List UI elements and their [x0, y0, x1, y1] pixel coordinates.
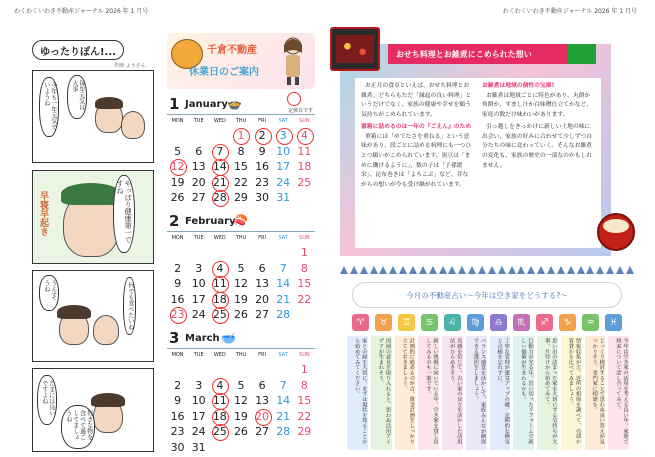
calendar-day: 19	[233, 292, 248, 306]
calendar-day: 24	[191, 425, 206, 438]
triangle-decoration	[517, 266, 525, 274]
weekday-label: SAT	[278, 235, 288, 241]
triangle-decoration	[616, 266, 624, 274]
triangle-decoration	[586, 266, 594, 274]
calendar-day	[252, 440, 273, 456]
article-body	[355, 78, 601, 248]
manga-panel-4	[32, 368, 154, 452]
article-paragraph: 引っ越しをきっかけに新しい土地の味に出会い、家族の好みに合わせて少しずつ自分たちの味に変わっていく。そんなお雑煮の変化も、家族の歴史の一部なのかもしれません。	[482, 124, 593, 169]
calendar-day	[209, 440, 230, 456]
osechi-box-icon	[330, 27, 380, 71]
month-number: 3	[169, 329, 180, 347]
calendar-day: 5	[237, 378, 245, 392]
calendar-day: 13	[255, 394, 270, 407]
calendar-day: 24	[276, 175, 291, 189]
calendar-day	[294, 190, 315, 206]
calendar-day: 1	[230, 128, 251, 144]
article-title: おせち料理とお雑煮にこめられた想い	[388, 44, 568, 64]
fortune-text: じっくり検討することで思わぬ良い答えが見つかりそう。専門家に相談を。	[585, 336, 606, 450]
calendar-day: 14	[276, 277, 291, 290]
weekday-label: MON	[171, 118, 184, 124]
holiday-legend: 定休日です	[287, 108, 313, 114]
calendar-day: 6	[258, 378, 266, 392]
weekday-label: SAT	[278, 118, 288, 124]
month-divider	[167, 348, 315, 349]
calendar-day: 11	[209, 393, 230, 409]
zodiac-2-icon: ♉	[375, 314, 392, 331]
fortune-text: 今年は空き家の活用を考える良い年。家族で将来について話し合ってみて。	[608, 336, 629, 450]
fortune-columns	[347, 336, 629, 450]
calendar-day: 22	[233, 175, 248, 189]
triangle-decoration	[557, 266, 565, 274]
calendar-day: 18	[209, 292, 230, 308]
calendar-day: 13	[255, 277, 270, 290]
article-column-2	[482, 82, 595, 244]
calendar-day: 30	[170, 440, 185, 454]
calendar-day: 5	[237, 261, 245, 275]
triangle-decoration	[360, 266, 368, 274]
calendar-day: 28	[276, 308, 291, 321]
manga-panel-1	[32, 70, 154, 163]
triangle-decoration	[468, 266, 476, 274]
character-hair	[95, 97, 123, 109]
speech-bubble: 何でも食べたいね	[123, 277, 136, 335]
fortune-text: バランス感覚を活かして、家族みんなが納得できる選択をしましょう。	[466, 336, 487, 450]
calendar-day: 7	[279, 261, 287, 275]
weekday-label: SUN	[299, 235, 310, 241]
character-figure	[93, 315, 119, 345]
fortune-text: 周囲の意見を取り入れると、思わぬ活用アイデアが生まれそう。	[371, 336, 392, 450]
calendar-day	[167, 128, 188, 144]
zodiac-11-icon: ♒	[582, 314, 599, 331]
calendar-day: 16	[170, 292, 185, 306]
triangle-decoration	[370, 266, 378, 274]
weekday-label: WED	[213, 352, 226, 358]
triangle-decoration	[596, 266, 604, 274]
speech-bubble: 毎年元気は大事	[67, 75, 87, 119]
triangle-decoration	[379, 266, 387, 274]
zodiac-3-icon: ♊	[398, 314, 415, 331]
triangle-decoration	[547, 266, 555, 274]
calendar-day: 13	[191, 160, 206, 173]
triangle-decoration	[458, 266, 466, 274]
calendar-day: 23	[170, 425, 185, 438]
triangle-decoration	[340, 266, 348, 274]
article-column-1	[361, 82, 474, 244]
calendar-day: 14	[276, 394, 291, 407]
calendar-day: 17	[191, 292, 206, 306]
calendar-day: 26	[233, 425, 248, 438]
calendar-day	[209, 362, 230, 378]
triangle-decoration	[508, 266, 516, 274]
panel-caption: 早寝早起き	[38, 191, 48, 236]
fortune-text: 行動力が光る年。思い切ったリフォームで新しい価値が生まれるかも。	[513, 336, 534, 450]
character-hair	[91, 393, 125, 407]
month-header-february	[167, 212, 315, 230]
triangle-decoration	[429, 266, 437, 274]
triangle-decoration	[399, 266, 407, 274]
calendar-day: 12	[167, 159, 188, 175]
calendar-day: 9	[258, 144, 266, 158]
weekday-label: THU	[235, 235, 247, 241]
calendar-day: 1	[300, 246, 308, 259]
weekday-label: WED	[213, 118, 226, 124]
article-accent	[568, 44, 596, 64]
calendar-day	[209, 128, 230, 144]
calendar-day	[230, 245, 251, 261]
zodiac-6-icon: ♍	[467, 314, 484, 331]
calendar-day: 16	[170, 409, 185, 423]
fortune-text: 計画的に進めるのが吉。資金計画をしっかり立てておきましょう。	[395, 336, 416, 450]
character-hair	[57, 305, 91, 319]
bowl-icon: 🥣	[221, 331, 236, 345]
calendar-day	[167, 245, 188, 261]
calendar-banner	[167, 33, 315, 89]
calendar-day: 19	[233, 409, 248, 423]
manga-title: ゆったりぽん!...	[32, 40, 124, 60]
calendar-day: 29	[297, 425, 312, 438]
triangle-decoration	[577, 266, 585, 274]
month-name: February	[185, 216, 236, 227]
date-grid	[167, 245, 315, 323]
triangle-decoration	[567, 266, 575, 274]
journal-header-left: わくわくいわき不動産ジャーナル 2026 年 1 月号	[14, 8, 149, 15]
weekday-label: THU	[235, 352, 247, 358]
triangle-decoration	[488, 266, 496, 274]
calendar-day: 11	[209, 276, 230, 292]
calendar-day: 4	[294, 128, 315, 144]
calendar-day: 10	[191, 277, 206, 290]
calendar-day: 23	[255, 175, 270, 189]
calendar-day	[294, 307, 315, 323]
triangle-decoration	[448, 266, 456, 274]
weekday-header	[167, 352, 315, 360]
article-paragraph: お雑煮は地域ごとに特色があり、丸餅か角餅か、すまし汁か白味噌仕立てかなど、家庭の数だけ味わいがあります。	[482, 92, 593, 118]
calendar-day: 8	[237, 144, 245, 158]
month-divider	[167, 114, 315, 115]
triangle-decoration	[409, 266, 417, 274]
fortune-text: 新しい挑戦に向いている年。空き家を貸し出してみるのも一案です。	[418, 336, 439, 450]
calendar-day	[273, 440, 294, 456]
fortune-text: 直感を信じて。古い家の良さを活かした活用法がひらめきそう。	[442, 336, 463, 450]
holiday-circle-icon	[287, 92, 301, 106]
speech-bubble: 今年も一年元気でいようね	[39, 77, 59, 137]
calendar-day	[209, 245, 230, 261]
calendar-day: 5	[174, 144, 182, 158]
calendar-day: 20	[191, 175, 206, 189]
manga-author: 作画 ようさん	[114, 63, 146, 69]
calendar-day: 25	[209, 307, 230, 323]
weekday-label: THU	[235, 118, 247, 124]
calendar-day: 22	[297, 409, 312, 423]
calendar-day: 30	[255, 191, 270, 204]
month-number: 2	[169, 212, 180, 230]
calendar-day: 2	[174, 378, 182, 392]
month-divider	[167, 231, 315, 232]
fortune-text: 丁寧な管理が運気アップの鍵。定期的な換気と点検を忘れずに。	[490, 336, 511, 450]
calendar-day	[273, 362, 294, 378]
weekday-header	[167, 235, 315, 243]
calendar-day: 23	[167, 307, 188, 323]
month-name: March	[185, 333, 220, 344]
manga-panel-3	[32, 270, 154, 362]
calendar-day	[230, 440, 251, 456]
character-hair	[61, 183, 121, 205]
calendar-day: 3	[195, 261, 203, 275]
calendar-day: 2	[252, 128, 273, 144]
calendar-day: 10	[191, 394, 206, 407]
calendar-day: 1	[300, 363, 308, 376]
weekday-label: FRI	[258, 235, 266, 241]
manga-panel-2	[32, 170, 154, 264]
article-subheading: お雑煮は地域の個性の宝庫!	[482, 83, 555, 89]
triangle-decoration	[389, 266, 397, 274]
calendar-day: 21	[276, 292, 291, 306]
weekday-header	[167, 118, 315, 126]
calendar-day: 8	[300, 261, 308, 275]
speech-bubble: 好きな物を食べて過ごしてましょうね	[61, 405, 95, 449]
calendar-day: 31	[191, 440, 206, 454]
calendar-day: 20	[255, 292, 270, 306]
article-paragraph: 重箱には「めでたさを重ねる」という意味があり、段ごとに詰める料理にも一つひとつ願いがこめられています。黒豆は「まめに働けるように」、数の子は「子孫繁栄」、昆布巻きは「よろこぶ」など、昔ながらの想いが今も受け継がれています。	[361, 133, 472, 188]
calendar-day: 17	[276, 160, 291, 173]
staff-girl-icon	[279, 35, 307, 85]
fortune-title: 今月の不動産占い〜今年は空き家をどうする?〜	[352, 282, 622, 308]
weekday-label: TUE	[193, 118, 204, 124]
zodiac-1-icon: ♈	[352, 314, 369, 331]
calendar-day	[252, 245, 273, 261]
calendar-day: 25	[209, 424, 230, 440]
calendar-day: 6	[258, 261, 266, 275]
calendar-day: 15	[233, 160, 248, 173]
weekday-label: SUN	[299, 118, 310, 124]
calendar-day: 6	[195, 144, 203, 158]
fortune-text: 情報収集が吉。近所の相場を調べて、売却か賃貸かを比べてみましょう。	[561, 336, 582, 450]
calendar-day: 2	[174, 261, 182, 275]
zodiac-8-icon: ♏	[513, 314, 530, 331]
speech-bubble: やっぱり健康第一ですね	[113, 175, 135, 253]
date-grid	[167, 362, 315, 455]
month-name: January	[185, 99, 228, 110]
zodiac-9-icon: ♐	[536, 314, 553, 331]
triangle-decoration	[439, 266, 447, 274]
weekday-label: TUE	[193, 352, 204, 358]
calendar-day	[273, 245, 294, 261]
month-number: 1	[169, 95, 180, 113]
ozoni-bowl-icon: 🍲	[227, 97, 242, 111]
speech-bubble: たまには良いですよね	[37, 375, 57, 425]
calendar-day: 29	[233, 191, 248, 204]
calendar-day: 21	[276, 409, 291, 423]
month-header-january	[167, 95, 315, 113]
triangle-decoration	[350, 266, 358, 274]
zodiac-12-icon: ♓	[605, 314, 622, 331]
calendar-day: 27	[255, 425, 270, 438]
manga-section	[32, 40, 154, 452]
article-subheading: 重箱に詰めるのは一年の『ごえん』のため	[361, 124, 472, 131]
calendar-day: 11	[297, 144, 312, 158]
zodiac-7-icon: ♎	[490, 314, 507, 331]
weekday-label: SUN	[299, 352, 310, 358]
calendar-day: 25	[297, 175, 312, 189]
calendar-day	[188, 128, 209, 144]
calendar-day: 24	[191, 308, 206, 321]
banner-subtitle: 休業日のご案内	[189, 67, 259, 78]
calendar-day: 14	[209, 159, 230, 175]
calendar-day: 28	[209, 190, 230, 206]
calendar-day	[230, 362, 251, 378]
calendar-day: 17	[191, 409, 206, 423]
calendar-day: 10	[276, 144, 291, 158]
weekday-label: MON	[171, 235, 184, 241]
calendar-day: 19	[170, 175, 185, 189]
zodiac-10-icon: ♑	[559, 314, 576, 331]
weekday-label: SAT	[278, 352, 288, 358]
month-header-march	[167, 329, 315, 347]
calendar-day: 7	[279, 378, 287, 392]
zodiac-4-icon: ♋	[421, 314, 438, 331]
triangle-decoration	[419, 266, 427, 274]
calendar-day: 3	[273, 128, 294, 144]
character-figure	[121, 111, 145, 139]
calendar-day: 20	[252, 409, 273, 425]
triangle-border	[340, 266, 634, 276]
calendar-day	[294, 440, 315, 456]
calendar-day	[188, 245, 209, 261]
calendar-day: 7	[209, 144, 230, 160]
calendar-day: 4	[209, 378, 230, 394]
calendar-day: 15	[297, 394, 312, 407]
triangle-decoration	[498, 266, 506, 274]
triangle-decoration	[626, 266, 634, 274]
triangle-decoration	[478, 266, 486, 274]
date-grid	[167, 128, 315, 206]
calendar-day: 9	[174, 394, 182, 407]
calendar-day: 15	[297, 277, 312, 290]
weekday-label: MON	[171, 352, 184, 358]
ozoni-bowl-icon	[597, 213, 635, 251]
calendar-day: 9	[174, 277, 182, 290]
calendar-day: 3	[195, 378, 203, 392]
calendar-day: 26	[170, 191, 185, 204]
calendar-day	[167, 362, 188, 378]
weekday-label: FRI	[258, 118, 266, 124]
speech-bubble: うん!そうね	[39, 275, 59, 311]
fortune-text: 思い出の詰まった家を大切にする気持ちが大事。片付けから始めてみて。	[537, 336, 558, 450]
calendar-day: 18	[297, 160, 312, 173]
calendar-day: 12	[233, 277, 248, 290]
calendar-day: 27	[191, 191, 206, 204]
weekday-label: FRI	[258, 352, 266, 358]
weekday-label: WED	[213, 235, 226, 241]
calendar-day: 21	[209, 175, 230, 191]
fortune-text: 家との縁を大切に。まずは現状を知ることから始めてみてください。	[347, 336, 368, 450]
calendar-day	[252, 362, 273, 378]
calendar-day: 22	[297, 292, 312, 306]
calendar-day	[188, 362, 209, 378]
ehomaki-icon: 🍣	[233, 214, 248, 228]
calendar-day: 8	[300, 378, 308, 392]
calendar-day: 4	[209, 261, 230, 277]
journal-header-right: わくわくいわき不動産ジャーナル 2026 年 1 月号	[502, 8, 637, 15]
triangle-decoration	[606, 266, 614, 274]
zodiac-icons	[352, 314, 622, 331]
calendar-day: 12	[233, 394, 248, 407]
weekday-label: TUE	[193, 235, 204, 241]
article-paragraph: お正月の食卓といえば、おせち料理とお雑煮。どちらもただ「縁起の良い料理」というだけでなく、家族の健康や幸せを願う気持ちがこめられています。	[361, 83, 472, 118]
calendar-day: 31	[276, 191, 291, 204]
calendar-day: 28	[276, 425, 291, 438]
calendar-day: 16	[255, 160, 270, 173]
calendar-day: 27	[255, 308, 270, 321]
calendar-day: 18	[209, 409, 230, 425]
triangle-decoration	[527, 266, 535, 274]
calendar-day: 26	[233, 308, 248, 321]
company-name: 千倉不動産	[207, 45, 257, 56]
triangle-decoration	[537, 266, 545, 274]
zodiac-5-icon: ♌	[444, 314, 461, 331]
